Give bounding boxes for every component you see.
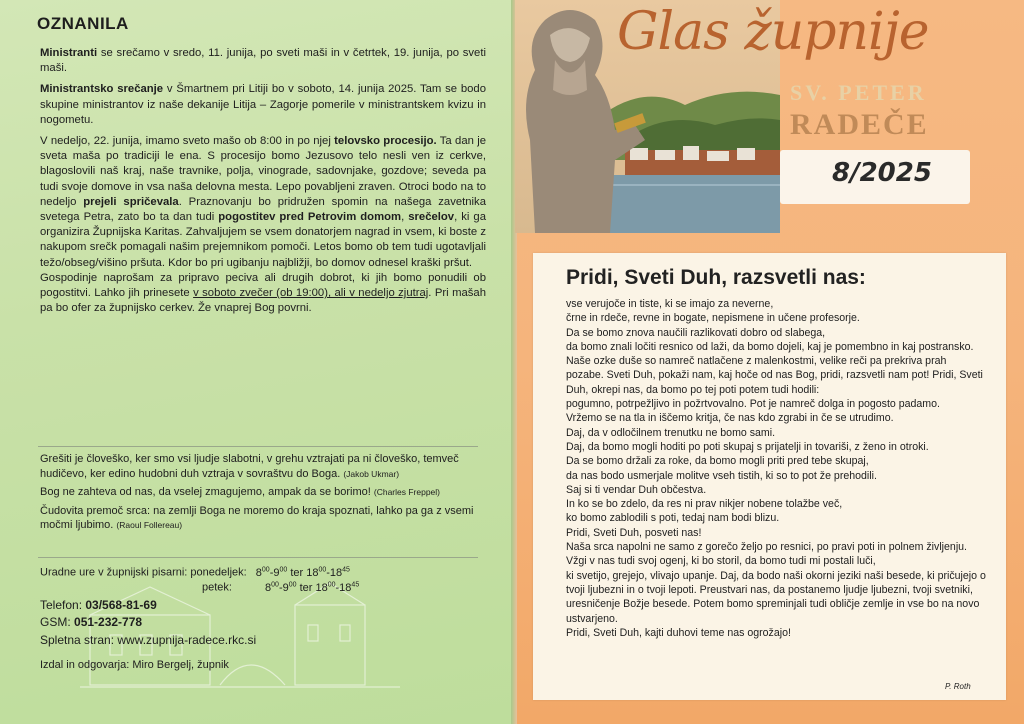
- divider: [38, 446, 478, 447]
- office-hours-friday: petek: $8^{00}-9^{00}$ ter $18^{00}-18^{45}$: [202, 581, 360, 594]
- quotes: [40, 452, 480, 537]
- prayer-title: Pridi, Sveti Duh, razsvetli nas:: [566, 266, 866, 289]
- announcements-heading: OZNANILA: [37, 14, 129, 33]
- prayer-author: P. Roth: [945, 682, 971, 691]
- phone: Telefon: 03/568-81-69: [40, 598, 157, 612]
- quote: Grešiti je človeško, ker smo vsi ljudje slabotni, v grehu vztrajati pa ni človeško, temveč hudičevo, ker edino hudobni duh vztraja v sovraštvu do Boga. (Jakob Ukmar): [40, 453, 459, 480]
- prayer-text: [566, 297, 986, 640]
- announcement-srecanje: Ministrantsko srečanje v Šmartnem pri Litiji bo v soboto, 14. junija 2025. Tam se bodo skupine ministrantov iz naše dekanije Litija – Zagorje pomerile v ministrantskem kvizu in nogometu.: [40, 83, 486, 126]
- prayer-line: Saj si ti vendar Duh občestva.: [566, 483, 707, 496]
- prayer-line: Daj, da v odločilnem trenutku ne bomo sami.: [566, 426, 776, 439]
- prayer-line: Pridi, Sveti Duh, kajti duhovi teme nas ogrožajo!: [566, 626, 791, 639]
- prayer-line: Pridi, Sveti Duh, posveti nas!: [566, 526, 702, 539]
- prayer-line: vse verujoče in tiste, ki se imajo za neverne,: [566, 298, 774, 310]
- quote: Čudovita premoč srca: na zemlji Boga ne moremo do kraja spoznati, lahko pa ga z vsemi močmi ljubimo. (Raoul Follereau): [40, 504, 474, 531]
- prayer-line: črne in rdeče, revne in bogate, nepismene in učene profesorje.: [566, 312, 860, 325]
- parish-name: SV. PETER: [790, 80, 927, 105]
- prayer-line: In ko se bo zdelo, da res ni prav nikjer nobene tolažbe več,: [566, 498, 843, 511]
- website: Spletna stran: www.zupnija-radece.rkc.si: [40, 633, 257, 647]
- prayer-line: ki svetijo, grejejo, vlivajo upanje. Daj, da bodo naši okorni jeziki naši besede, ki pričujejo o tvoji ljubezni in o tvoji lepoti. Preustvari nas, da postanemo ljudje ljubezni, tvoji svetniki, uresničenje Božje besede. Potem bomo spreminjali tudi obličje zemlje in vse bo na novo ustvarjeno.: [566, 569, 986, 625]
- prayer-line: ko bomo zablodili s poti, tedaj nam bodi blizu.: [566, 512, 780, 525]
- publisher: Izdal in odgovarja: Miro Bergelj, župnik: [40, 659, 229, 671]
- quote: Bog ne zahteva od nas, da vselej zmagujemo, ampak da se borimo! (Charles Freppel): [40, 486, 441, 498]
- issue-number: 8/2025: [832, 158, 932, 188]
- prayer-line: Vržemo se na tla in iščemo kritja, če nas kdo zgrabi in če se utrudimo.: [566, 412, 894, 425]
- prayer-line: Da se bomo držali za roke, da bomo mogli priti pred tebe skupaj,: [566, 455, 869, 468]
- parish-place: RADEČE: [790, 108, 929, 141]
- prayer-line: Naša srca napolni ne samo z gorečo željo po resnici, po pravi poti in polnem življenju. Vžgi v nas tudi svoj ogenj, ki bo storil, da bomo tudi mi postali luči,: [566, 541, 968, 568]
- divider: [38, 557, 478, 558]
- prayer-line: Daj, da bomo mogli hoditi po poti skupaj s prijatelji in tovariši, z ženo in otroki.: [566, 440, 929, 453]
- newsletter-title: Glas župnije: [617, 2, 929, 62]
- announcements-body: [40, 46, 486, 322]
- prayer-line: da bomo znali ločiti resnico od laži, da bomo dojeli, kaj je pomembno in kaj postransko. Naše ozke duše so namreč natlačene z malenkostmi, velike reči pa prekriva prah pozabe. Sveti Duh, pokaži nam, kaj hoče od nas Bog, pridi, razsvetli nam pot! Pridi, Sveti Duh, okrepi nas, da bomo po tej poti potem tudi hodili:: [566, 340, 983, 396]
- announcement-ministranti: Ministranti se srečamo v sredo, 11. junija, po sveti maši in v četrtek, 19. junija, po sveti maši.: [40, 47, 486, 75]
- office-hours: Uradne ure v župnijski pisarni: ponedeljek: $8^{00}-9^{00}$ ter $18^{00}-18^{45}$: [40, 566, 350, 579]
- announcement-procesija: V nedeljo, 22. junija, imamo sveto mašo ob 8:00 in po njej telovsko procesijo. Ta dan je sveta maša po tradiciji le ena. S procesijo bomo Jezusovo telo nesli ven iz cerkve, blagoslovili naš kraj, naše travnike, polja, vinograde, sadovnjake, gozdove; seveda pa tudi svoje domove in vsa naša delovna mesta. Lepo povabljeni zraven. Otroci bodo na to nedeljo prejeli spričevala. Praznovanju bo pridružen spomin na našega zavetnika svetega Petra, zato bo ta dan tudi pogostitev pred Petrovim domom, srečelov, ki ga organizira Župnijska Karitas. Zahvaljujem se vsem donatorjem nagrad in vsem, ki boste z nakupom srečk pomagali našim prejemnikom pomoči. Letos bomo ob tem tudi ugotavljali težo/obseg/višino pršuta. Kdor bo pri ugibanju najbližji, bo domov odnesel kraški pršut.: [40, 135, 486, 269]
- gsm: GSM: 051-232-778: [40, 615, 143, 629]
- announcement-pecivo: Gospodinje naprošam za pripravo peciva ali drugih dobrot, ki jih bomo ponudili ob pogostitvi. Lahko jih prinesete v soboto zvečer (ob 19:00), ali v nedeljo zjutraj. Pri mašah pa bo ofer za župnijsko cerkev. Že vnaprej Bog povrni.: [40, 271, 486, 315]
- prayer-line: Da se bomo znova naučili razlikovati dobro od slabega,: [566, 326, 826, 339]
- prayer-line: pogumno, potrpežljivo in požrtvovalno. Pot je namreč dolga in pogosto padamo.: [566, 398, 940, 411]
- prayer-line: da nas bodo usmerjale molitve vseh tistih, ki so to pot že prehodili.: [566, 469, 877, 482]
